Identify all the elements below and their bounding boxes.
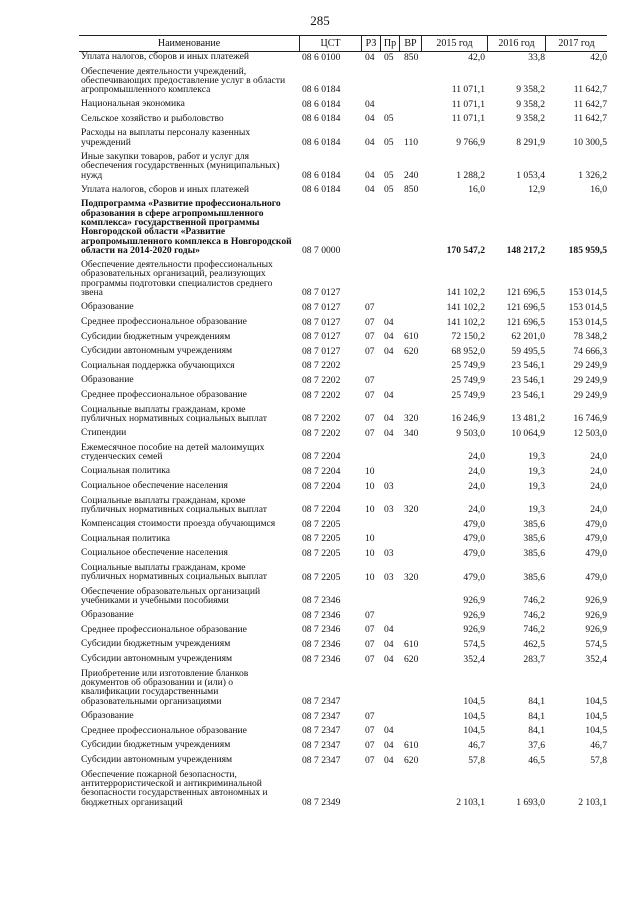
row-name: Ежемесячное пособие на детей малоимущих студенческих семей — [81, 441, 265, 463]
row-value-2017: 29 249,9 — [573, 374, 607, 386]
table-row — [79, 375, 607, 385]
row-pr: 04 — [384, 345, 394, 357]
row-value-2017: 2 103,1 — [578, 797, 607, 809]
row-rz: 07 — [365, 739, 375, 751]
row-rz: 10 — [365, 547, 375, 559]
row-value-2017: 29 249,9 — [573, 389, 607, 401]
row-rz: 04 — [365, 136, 375, 148]
row-pr: 05 — [384, 51, 394, 63]
row-value-2015: 926,9 — [463, 624, 485, 636]
table-row — [79, 260, 607, 298]
row-value-2017: 78 348,2 — [573, 331, 607, 343]
row-code: 08 6 0184 — [302, 98, 341, 110]
table-row — [79, 481, 607, 491]
row-name: Социальные выплаты гражданам, кроме публичных нормативных социальных выплат — [81, 494, 267, 515]
row-name: Расходы на выплаты персоналу казенных учреждений — [81, 127, 251, 148]
row-code: 08 7 2349 — [302, 797, 341, 809]
row-code: 08 7 0127 — [302, 316, 341, 328]
row-value-2015: 170 547,2 — [446, 244, 485, 256]
row-rz: 10 — [365, 480, 375, 492]
row-code: 08 7 2347 — [302, 725, 341, 737]
row-value-2015: 11 071,1 — [451, 113, 485, 125]
row-name: Образование — [81, 374, 134, 386]
row-name: Субсидии бюджетным учреждениям — [81, 638, 231, 650]
row-pr: 03 — [384, 480, 394, 492]
row-code: 08 7 2204 — [302, 465, 341, 477]
row-vr: 320 — [404, 413, 419, 425]
row-rz: 07 — [365, 345, 375, 357]
row-code: 08 7 2347 — [302, 754, 341, 766]
row-code: 08 7 2204 — [302, 480, 341, 492]
table-row — [79, 563, 607, 582]
row-value-2017: 11 642,7 — [573, 98, 607, 110]
row-name: Стипендии — [81, 427, 127, 439]
table-row — [79, 740, 607, 750]
table-row — [79, 185, 607, 195]
row-name: Субсидии автономным учреждениям — [81, 345, 233, 357]
row-rz: 07 — [365, 374, 375, 386]
row-value-2017: 574,5 — [585, 638, 607, 650]
row-value-2017: 29 249,9 — [573, 360, 607, 372]
row-pr: 03 — [384, 504, 394, 516]
row-value-2017: 479,0 — [585, 518, 607, 530]
row-value-2015: 9 503,0 — [456, 427, 485, 439]
row-vr: 610 — [404, 739, 419, 751]
table-row — [79, 361, 607, 371]
row-value-2017: 11 642,7 — [573, 113, 607, 125]
row-name: Социальные выплаты гражданам, кроме публичных нормативных социальных выплат — [81, 403, 267, 424]
row-value-2015: 574,5 — [463, 638, 485, 650]
row-code: 08 6 0184 — [302, 113, 341, 125]
row-value-2016: 13 481,2 — [511, 413, 545, 425]
row-rz: 04 — [365, 169, 375, 181]
row-value-2016: 23 546,1 — [511, 360, 545, 372]
row-code: 08 7 2346 — [302, 653, 341, 665]
row-value-2016: 33,8 — [528, 51, 545, 63]
row-value-2016: 746,2 — [523, 609, 545, 621]
header-pr: Пр — [381, 36, 400, 51]
table-row — [79, 669, 607, 707]
row-name: Субсидии бюджетным учреждениям — [81, 330, 231, 342]
row-value-2016: 121 696,5 — [506, 287, 545, 299]
table-row — [79, 519, 607, 529]
row-value-2016: 37,6 — [528, 739, 545, 751]
row-pr: 04 — [384, 331, 394, 343]
row-value-2015: 479,0 — [463, 518, 485, 530]
row-value-2016: 84,1 — [528, 725, 545, 737]
row-name: Компенсация стоимости проезда обучающимся — [81, 518, 276, 530]
row-code: 08 6 0100 — [302, 51, 341, 63]
row-code: 08 7 0127 — [302, 345, 341, 357]
table-row — [79, 610, 607, 620]
row-pr: 03 — [384, 571, 394, 583]
row-rz: 07 — [365, 413, 375, 425]
row-value-2017: 24,0 — [590, 504, 607, 516]
row-name: Приобретение или изготовление бланков документов об образовании и (или) о квалификации государственными образовательными организациями — [81, 667, 249, 707]
row-pr: 04 — [384, 739, 394, 751]
header-2015: 2015 год — [422, 36, 488, 51]
row-name: Уплата налогов, сборов и иных платежей — [81, 183, 250, 195]
row-rz: 07 — [365, 725, 375, 737]
row-value-2015: 479,0 — [463, 571, 485, 583]
row-rz: 10 — [365, 571, 375, 583]
row-code: 08 6 0184 — [302, 84, 341, 96]
row-code: 08 6 0184 — [302, 169, 341, 181]
row-name: Обеспечение деятельности учреждений, обеспечивающих предоставление услуг в области агропромышленного комплекса — [81, 65, 286, 96]
header-code: ЦСТ — [300, 36, 362, 51]
row-name: Среднее профессиональное образование — [81, 389, 247, 400]
row-pr: 05 — [384, 136, 394, 148]
row-vr: 340 — [404, 427, 419, 439]
row-value-2017: 479,0 — [585, 571, 607, 583]
row-value-2015: 104,5 — [463, 696, 485, 708]
row-name: Среднее профессиональное образование — [81, 316, 247, 327]
row-value-2016: 746,2 — [523, 624, 545, 636]
header-name: Наименование — [79, 36, 300, 51]
row-pr: 04 — [384, 624, 394, 636]
row-vr: 320 — [404, 504, 419, 516]
table-row — [79, 654, 607, 664]
row-value-2017: 12 503,0 — [573, 427, 607, 439]
row-name: Социальная поддержка обучающихся — [81, 359, 235, 371]
table-row — [79, 534, 607, 544]
row-pr: 04 — [384, 413, 394, 425]
header-rz: РЗ — [362, 36, 381, 51]
row-value-2015: 352,4 — [463, 653, 485, 665]
row-value-2017: 926,9 — [585, 624, 607, 636]
row-value-2016: 9 358,2 — [516, 98, 545, 110]
row-value-2016: 1 693,0 — [516, 797, 545, 809]
row-value-2015: 72 150,2 — [451, 331, 485, 343]
table-row — [79, 332, 607, 342]
row-code: 08 7 2202 — [302, 427, 341, 439]
header-2016: 2016 год — [488, 36, 546, 51]
row-code: 08 6 0184 — [302, 184, 341, 196]
row-name: Среднее профессиональное образование — [81, 724, 247, 736]
row-code: 08 7 2204 — [302, 504, 341, 516]
row-value-2017: 153 014,5 — [568, 287, 607, 299]
row-name: Социальная политика — [81, 465, 170, 477]
row-value-2016: 9 358,2 — [516, 84, 545, 96]
table-row — [79, 428, 607, 438]
row-rz: 07 — [365, 316, 375, 328]
row-code: 08 7 0127 — [302, 331, 341, 343]
row-rz: 07 — [365, 301, 375, 313]
row-rz: 07 — [365, 389, 375, 401]
row-vr: 110 — [404, 136, 419, 148]
row-value-2016: 1 053,4 — [516, 169, 545, 181]
row-value-2016: 746,2 — [523, 595, 545, 607]
row-value-2015: 1 288,2 — [456, 169, 485, 181]
row-value-2015: 141 102,2 — [446, 287, 485, 299]
row-value-2015: 16 246,9 — [451, 413, 485, 425]
row-code: 08 7 2204 — [302, 451, 341, 463]
row-code: 08 7 0000 — [302, 244, 341, 256]
table-row — [79, 390, 607, 400]
table-row — [79, 405, 607, 424]
row-rz: 04 — [365, 184, 375, 196]
row-code: 08 7 2346 — [302, 595, 341, 607]
table-row — [79, 52, 607, 62]
row-pr: 03 — [384, 547, 394, 559]
table-row — [79, 726, 607, 736]
row-value-2015: 479,0 — [463, 533, 485, 545]
row-value-2015: 2 103,1 — [456, 797, 485, 809]
row-rz: 04 — [365, 98, 375, 110]
row-name: Обеспечение деятельности профессиональных образовательных организаций, реализующих программы подготовки специалистов среднего звена — [81, 258, 273, 299]
row-value-2016: 8 291,9 — [516, 136, 545, 148]
row-value-2015: 46,7 — [468, 739, 485, 751]
row-value-2017: 46,7 — [590, 739, 607, 751]
row-value-2015: 11 071,1 — [451, 98, 485, 110]
row-value-2016: 385,6 — [523, 547, 545, 559]
row-value-2015: 9 766,9 — [456, 136, 485, 148]
row-code: 08 7 2202 — [302, 389, 341, 401]
row-value-2016: 12,9 — [528, 184, 545, 196]
row-vr: 610 — [404, 638, 419, 650]
row-vr: 240 — [404, 169, 419, 181]
row-rz: 07 — [365, 624, 375, 636]
row-code: 08 7 2205 — [302, 571, 341, 583]
table-row — [79, 302, 607, 312]
row-value-2016: 283,7 — [523, 653, 545, 665]
table-row — [79, 466, 607, 476]
row-name: Социальное обеспечение населения — [81, 547, 228, 559]
row-value-2017: 153 014,5 — [568, 301, 607, 313]
row-code: 08 7 2347 — [302, 739, 341, 751]
table-row — [79, 128, 607, 147]
row-value-2017: 16 746,9 — [573, 413, 607, 425]
row-value-2015: 926,9 — [463, 595, 485, 607]
table-row — [79, 587, 607, 606]
row-rz: 10 — [365, 533, 375, 545]
row-name: Субсидии бюджетным учреждениям — [81, 739, 231, 751]
row-code: 08 7 2205 — [302, 533, 341, 545]
row-pr: 04 — [384, 725, 394, 737]
table-row — [79, 443, 607, 462]
row-value-2015: 16,0 — [468, 184, 485, 196]
header-vr: ВР — [400, 36, 422, 51]
row-value-2017: 104,5 — [585, 710, 607, 722]
row-value-2015: 479,0 — [463, 547, 485, 559]
row-vr: 620 — [404, 653, 419, 665]
row-value-2016: 10 064,9 — [511, 427, 545, 439]
row-rz: 07 — [365, 754, 375, 766]
row-pr: 05 — [384, 169, 394, 181]
row-value-2016: 23 546,1 — [511, 374, 545, 386]
row-code: 08 7 2205 — [302, 518, 341, 530]
row-pr: 04 — [384, 754, 394, 766]
row-value-2016: 385,6 — [523, 571, 545, 583]
row-value-2015: 11 071,1 — [451, 84, 485, 96]
row-rz: 07 — [365, 609, 375, 621]
row-value-2015: 24,0 — [468, 451, 485, 463]
row-pr: 04 — [384, 653, 394, 665]
row-rz: 07 — [365, 710, 375, 722]
row-name: Национальная экономика — [81, 98, 185, 110]
row-name: Обеспечение пожарной безопасности, антитеррористической и антикриминальной безопасности государственных автономных и бюджетных организаций — [81, 768, 268, 808]
row-value-2017: 1 326,2 — [578, 169, 607, 181]
row-value-2017: 11 642,7 — [573, 84, 607, 96]
row-value-2015: 25 749,9 — [451, 374, 485, 386]
row-name: Социальные выплаты гражданам, кроме публичных нормативных социальных выплат — [81, 562, 267, 583]
row-rz: 07 — [365, 427, 375, 439]
row-value-2017: 479,0 — [585, 547, 607, 559]
row-value-2017: 42,0 — [590, 51, 607, 63]
row-rz: 04 — [365, 113, 375, 125]
header-2017: 2017 год — [558, 38, 595, 49]
table-header — [79, 35, 607, 52]
row-value-2017: 926,9 — [585, 595, 607, 607]
row-value-2016: 59 495,5 — [511, 345, 545, 357]
row-code: 08 7 0127 — [302, 301, 341, 313]
table-row — [79, 625, 607, 635]
row-value-2016: 62 201,0 — [511, 331, 545, 343]
row-value-2016: 46,5 — [528, 754, 545, 766]
row-name: Сельское хозяйство и рыболовство — [81, 112, 224, 124]
row-code: 08 7 2347 — [302, 710, 341, 722]
row-pr: 04 — [384, 427, 394, 439]
row-rz: 07 — [365, 331, 375, 343]
row-value-2016: 385,6 — [523, 533, 545, 545]
row-pr: 05 — [384, 113, 394, 125]
table-row — [79, 317, 607, 327]
row-value-2015: 141 102,2 — [446, 301, 485, 313]
row-value-2015: 24,0 — [468, 465, 485, 477]
row-name: Образование — [81, 301, 134, 313]
row-rz: 10 — [365, 504, 375, 516]
row-name: Социальное обеспечение населения — [81, 480, 228, 491]
row-value-2015: 57,8 — [468, 754, 485, 766]
table-row — [79, 114, 607, 124]
row-code: 08 7 2202 — [302, 413, 341, 425]
row-rz: 07 — [365, 638, 375, 650]
row-value-2016: 462,5 — [523, 638, 545, 650]
row-vr: 320 — [404, 571, 419, 583]
row-code: 08 7 2346 — [302, 609, 341, 621]
table-row — [79, 639, 607, 649]
table-row — [79, 346, 607, 356]
row-value-2015: 104,5 — [463, 710, 485, 722]
row-value-2016: 385,6 — [523, 518, 545, 530]
row-value-2017: 16,0 — [590, 184, 607, 196]
row-value-2016: 121 696,5 — [506, 316, 545, 328]
row-pr: 05 — [384, 184, 394, 196]
row-vr: 610 — [404, 331, 419, 343]
row-name: Среднее профессиональное образование — [81, 623, 247, 635]
row-pr: 04 — [384, 638, 394, 650]
row-value-2015: 42,0 — [468, 51, 485, 63]
row-name: Социальная политика — [81, 532, 170, 544]
row-value-2015: 24,0 — [468, 480, 485, 492]
row-name: Обеспечение образовательных организаций учебниками и учебными пособиями — [81, 585, 261, 606]
row-value-2016: 23 546,1 — [511, 389, 545, 401]
row-code: 08 7 2205 — [302, 547, 341, 559]
row-value-2017: 74 666,3 — [573, 345, 607, 357]
table-row — [79, 755, 607, 765]
row-value-2017: 104,5 — [585, 696, 607, 708]
row-value-2016: 19,3 — [528, 451, 545, 463]
row-code: 08 7 0127 — [302, 287, 341, 299]
row-value-2015: 25 749,9 — [451, 389, 485, 401]
row-value-2017: 926,9 — [585, 609, 607, 621]
row-name: Образование — [81, 609, 134, 621]
row-vr: 850 — [404, 184, 419, 196]
table-row — [79, 67, 607, 95]
row-value-2016: 121 696,5 — [506, 301, 545, 313]
row-value-2015: 68 952,0 — [451, 345, 485, 357]
row-rz: 04 — [365, 51, 375, 63]
row-value-2015: 24,0 — [468, 504, 485, 516]
row-rz: 07 — [365, 653, 375, 665]
row-value-2017: 153 014,5 — [568, 316, 607, 328]
table-row — [79, 770, 607, 808]
row-value-2017: 24,0 — [590, 480, 607, 492]
row-rz: 10 — [365, 465, 375, 477]
row-code: 08 7 2202 — [302, 374, 341, 386]
row-code: 08 7 2346 — [302, 624, 341, 636]
row-value-2017: 104,5 — [585, 725, 607, 737]
row-value-2015: 926,9 — [463, 609, 485, 621]
page-number: 285 — [310, 13, 330, 28]
row-name: Субсидии автономным учреждениям — [81, 653, 233, 664]
row-value-2016: 84,1 — [528, 710, 545, 722]
row-name: Уплата налогов, сборов и иных платежей — [81, 51, 250, 62]
row-value-2017: 185 959,5 — [568, 244, 607, 256]
row-name: Иные закупки товаров, работ и услуг для обеспечения государственных (муниципальных) нужд — [81, 151, 280, 181]
table-row — [79, 99, 607, 109]
row-value-2016: 84,1 — [528, 696, 545, 708]
table-body — [79, 52, 607, 902]
row-value-2017: 24,0 — [590, 451, 607, 463]
table-row — [79, 548, 607, 558]
row-vr: 620 — [404, 345, 419, 357]
row-value-2016: 148 217,2 — [506, 244, 545, 256]
row-value-2015: 141 102,2 — [446, 316, 485, 328]
row-name: Образование — [81, 710, 134, 722]
row-value-2015: 25 749,9 — [451, 360, 485, 372]
table-row — [79, 199, 607, 255]
row-value-2016: 19,3 — [528, 465, 545, 477]
row-code: 08 6 0184 — [302, 136, 341, 148]
row-code: 08 7 2346 — [302, 638, 341, 650]
row-value-2016: 9 358,2 — [516, 113, 545, 125]
table-row — [79, 152, 607, 180]
row-value-2017: 57,8 — [590, 754, 607, 766]
row-pr: 04 — [384, 316, 394, 328]
row-value-2016: 19,3 — [528, 480, 545, 492]
row-value-2017: 10 300,5 — [573, 136, 607, 148]
table-row — [79, 711, 607, 721]
row-value-2015: 104,5 — [463, 725, 485, 737]
row-vr: 620 — [404, 754, 419, 766]
row-name: Подпрограмма «Развитие профессионального образования в сфере агропромышленного комплекса» государственной программы Новгородской области «Развитие агропромышленного комплекса в Новгородской области на 2014-2020 годы» — [81, 198, 292, 257]
table-row — [79, 496, 607, 515]
row-value-2016: 19,3 — [528, 504, 545, 516]
row-value-2017: 24,0 — [590, 465, 607, 477]
row-pr: 04 — [384, 389, 394, 401]
row-value-2017: 352,4 — [585, 653, 607, 665]
row-name: Субсидии автономным учреждениям — [81, 754, 233, 765]
row-value-2017: 479,0 — [585, 533, 607, 545]
row-code: 08 7 2202 — [302, 360, 341, 372]
row-code: 08 7 2347 — [302, 696, 341, 708]
row-vr: 850 — [404, 51, 419, 63]
